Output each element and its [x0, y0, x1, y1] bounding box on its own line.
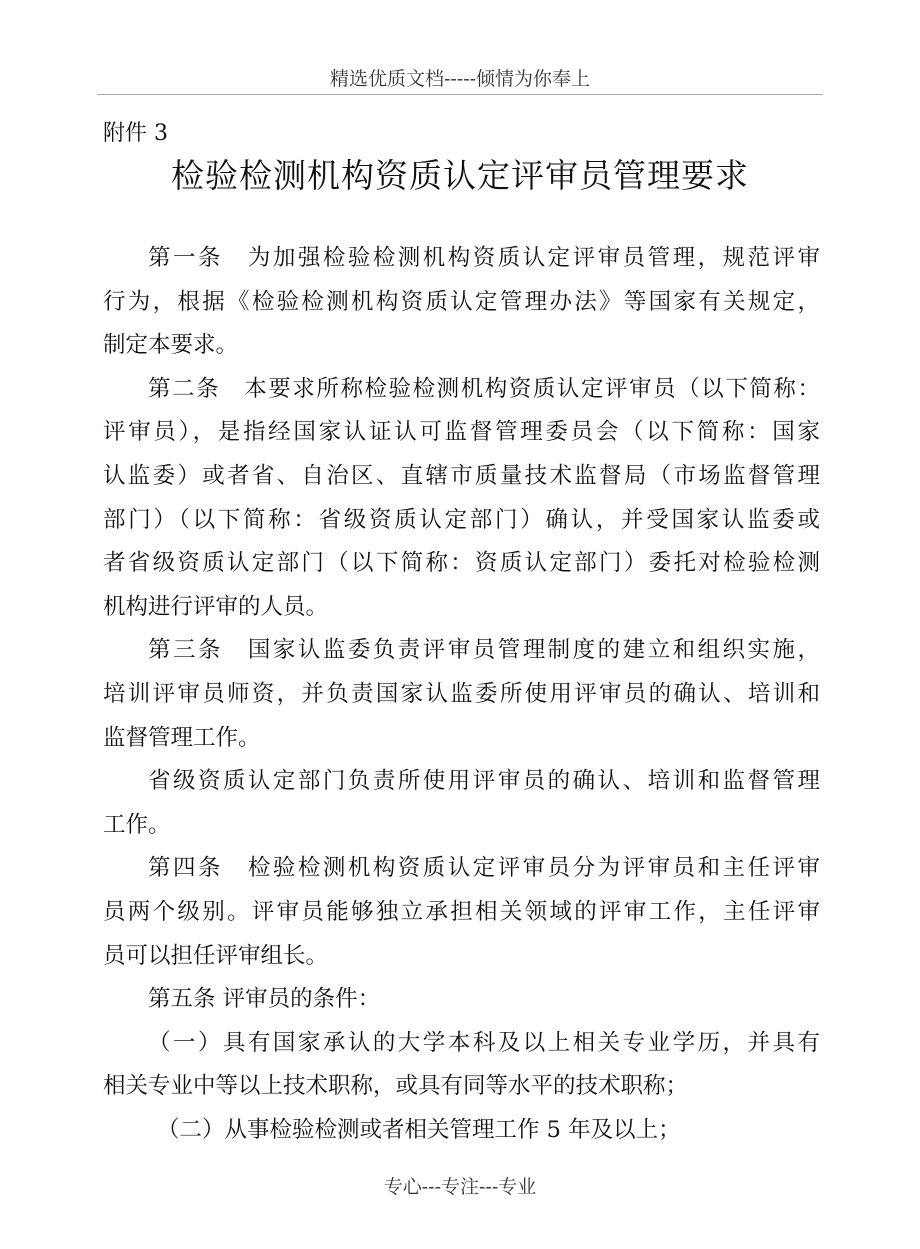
paragraph: [103, 1022, 820, 1109]
text-line: 评审员），是指经国家认证认可监督管理委员会（以下简称：国家: [103, 419, 820, 446]
text-line: 监督管理工作。: [103, 724, 261, 751]
text-line: 工作。: [103, 811, 171, 838]
paragraph: [103, 978, 820, 1022]
text-line: 行为，根据《检验检测机构资质认定管理办法》等国家有关规定，: [103, 288, 820, 315]
text-line: 机构进行评审的人员。: [103, 593, 329, 620]
text-line: 部门）（以下简称：省级资质认定部门）确认，并受国家认监委或: [103, 506, 820, 533]
document-title: 检验检测机构资质认定评审员管理要求: [171, 156, 749, 195]
paragraph: [103, 368, 820, 630]
text-line: 员两个级别。评审员能够独立承担相关领域的评审工作，主任评审: [103, 898, 820, 925]
text-line: 第四条 检验检测机构资质认定评审员分为评审员和主任评审: [148, 855, 820, 882]
paragraph: [103, 237, 820, 368]
text-line: 第三条 国家认监委负责评审员管理制度的建立和组织实施，: [148, 637, 820, 664]
text-line: 第五条 评审员的条件：: [148, 986, 381, 1013]
paragraph: [103, 1109, 820, 1153]
text-line: 相关专业中等以上技术职称，或具有同等水平的技术职称；: [103, 1073, 689, 1100]
text-line: （一）具有国家承认的大学本科及以上相关专业学历，并具有: [148, 1029, 820, 1056]
text-line: （二）从事检验检测或者相关管理工作 5 年及以上；: [157, 1116, 681, 1143]
document-body: [103, 237, 820, 1152]
text-line: 认监委）或者省、自治区、直辖市质量技术监督局（市场监督管理: [103, 462, 820, 489]
text-line: 培训评审员师资，并负责国家认监委所使用评审员的确认、培训和: [103, 680, 820, 707]
text-line: 者省级资质认定部门（以下简称：资质认定部门）委托对检验检测: [103, 550, 820, 577]
page-header: 精选优质文档-----倾情为你奉上: [329, 68, 591, 90]
paragraph: [103, 847, 820, 978]
text-line: 省级资质认定部门负责所使用评审员的确认、培训和监督管理: [148, 768, 820, 795]
text-line: 员可以担任评审组长。: [103, 942, 329, 969]
header-divider: [97, 94, 823, 95]
text-line: 第一条 为加强检验检测机构资质认定评审员管理，规范评审: [148, 245, 820, 271]
paragraph: [103, 760, 820, 847]
page-footer: 专心---专注---专业: [383, 1176, 537, 1198]
attachment-label: 附件 3: [103, 121, 168, 146]
paragraph: [103, 629, 820, 760]
text-line: 第二条 本要求所称检验检测机构资质认定评审员（以下简称：: [148, 375, 820, 402]
text-line: 制定本要求。: [103, 332, 239, 359]
